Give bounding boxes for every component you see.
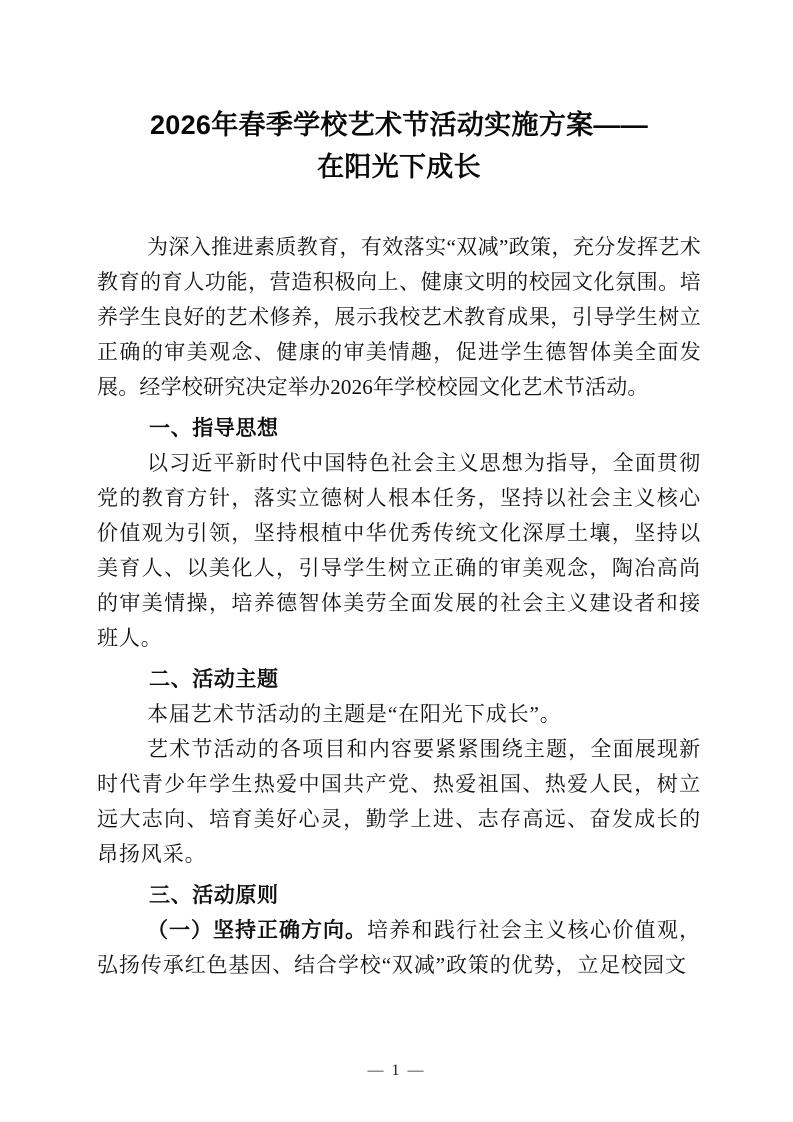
section-heading-guiding-ideology: 一、指导思想 xyxy=(149,417,279,440)
section-3-item-1-text: 培养和践行社会主义核心价值观，弘扬传承红色基因、结合学校“双减”政策的优势，立足校园文 xyxy=(97,918,702,977)
section-heading-activity-principles: 三、活动原则 xyxy=(149,884,279,907)
page-title xyxy=(97,0,701,188)
document-content xyxy=(97,0,701,983)
section-2-paragraph-1: 本届艺术节活动的主题是“在阳光下成长”。 xyxy=(147,702,562,726)
document-title-line-2: 在阳光下成长 xyxy=(317,152,481,182)
section-2-paragraph-2: 艺术节活动的各项目和内容要紧紧围绕主题，全面展现新时代青少年学生热爱中国共产党、热爱祖国、热爱人民，树立远大志向、培育美好心灵，勤学上进、志存高远、奋发成长的昂扬风采。 xyxy=(97,737,701,866)
page-number: — 1 — xyxy=(367,1062,426,1079)
section-3-item-1-lead: （一）坚持正确方向。 xyxy=(147,918,367,942)
section-3-item-1 xyxy=(97,913,701,983)
section-heading-activity-theme: 二、活动主题 xyxy=(149,668,279,691)
document-title-line-1: 2026年春季学校艺术节活动实施方案—— xyxy=(149,110,649,140)
page-footer xyxy=(0,1048,793,1122)
preamble-paragraph: 为深入推进素质教育，有效落实“双减”政策，充分发挥艺术教育的育人功能，营造积极向上、健康文明的校园文化氛围。培养学生良好的艺术修养，展示我校艺术教育成果，引导学生树立正确的审美观念、健康的审美情趣，促进学生德智体美全面发展。经学校研究决定举办2026年学校校园文化艺术节活动。 xyxy=(97,235,701,399)
section-1-paragraph-1: 以习近平新时代中国特色社会主义思想为指导，全面贯彻党的教育方针，落实立德树人根本任务，坚持以社会主义核心价值观为引领，坚持根植中华优秀传统文化深厚土壤，坚持以美育人、以美化人，引导学生树立正确的审美观念，陶冶高尚的审美情操，培养德智体美劳全面发展的社会主义建设者和接班人。 xyxy=(97,451,701,650)
